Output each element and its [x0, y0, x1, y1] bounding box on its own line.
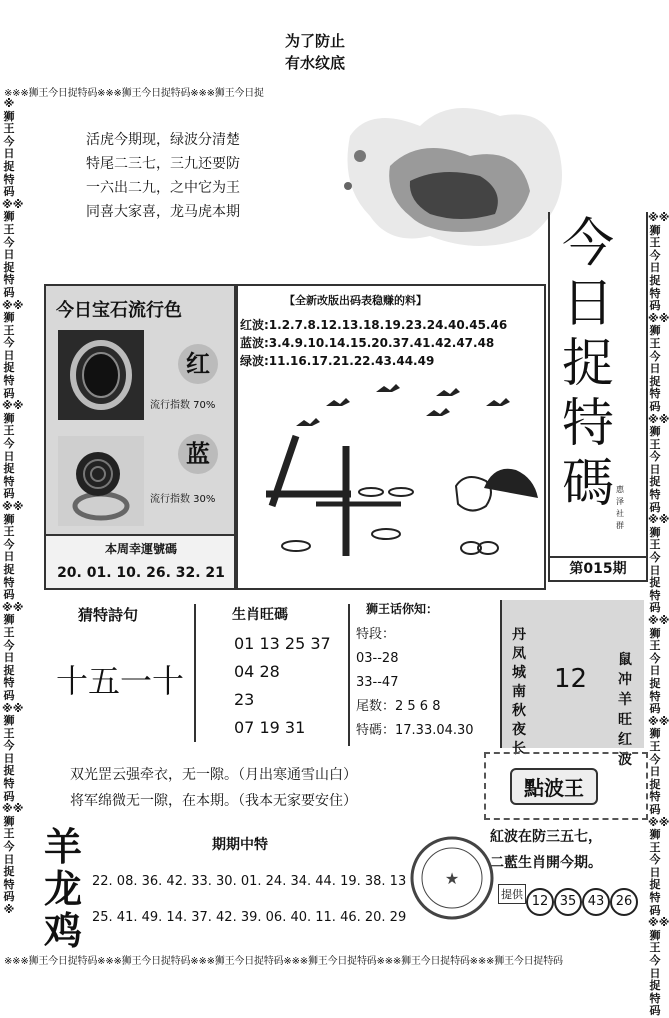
title-char: 日 [562, 274, 615, 334]
wave-king-title: 點波王 [510, 768, 598, 805]
zodiac-row: 07 19 31 [234, 718, 306, 737]
zodiac-row: 01 13 25 37 [234, 634, 331, 653]
zodiac-char: 鸡 [44, 908, 83, 953]
vertical-char: 红 [618, 732, 632, 748]
hat-icon [484, 469, 538, 498]
provider-label: 提供 [498, 884, 526, 904]
green-wave: 绿波:11.16.17.21.22.43.44.49 [240, 354, 435, 368]
title-block [548, 212, 648, 582]
lion-info-line: 33--47 [356, 675, 399, 690]
top-banner: ※※※狮王今日捉特码※※※狮王今日捉特码※※※狮王今日捉 [4, 88, 264, 99]
right-box [500, 600, 644, 768]
subtitle-char: 泽 [616, 497, 624, 506]
vertical-char: 波 [618, 752, 632, 768]
center-number: 12 [554, 664, 588, 694]
top-note [285, 30, 345, 74]
red-badge: 红 [178, 344, 218, 384]
zodiac-char: 羊 [44, 824, 83, 869]
couplet [70, 762, 357, 814]
svg-text:★: ★ [444, 869, 460, 888]
bird-icons [296, 384, 510, 426]
poem [86, 128, 240, 224]
riddle-box [44, 596, 194, 746]
blue-wave: 蓝波:3.4.9.10.14.15.20.37.41.42.47.48 [240, 336, 495, 350]
subtitle-char: 社 [616, 509, 624, 518]
rat-icon [456, 477, 491, 511]
red-index: 流行指数 70% [150, 400, 216, 411]
vertical-char: 凤 [512, 646, 526, 662]
lion-info-line: 特碼：17.33.04.30 [356, 723, 474, 738]
wave-king-box [484, 752, 648, 820]
wave-king-line: 紅波在防三五七， [490, 829, 602, 845]
title-char: 特 [562, 394, 615, 454]
vertical-char: 城 [512, 665, 526, 681]
wave-king-text [490, 824, 602, 876]
gem-title: 今日宝石流行色 [56, 300, 182, 321]
vertical-char: 鼠 [618, 652, 632, 668]
period-line: 22. 08. 36. 42. 33. 30. 01. 24. 34. 44. 19. 38. 13 [92, 874, 407, 889]
lion-info-box [356, 600, 488, 743]
subtitle [616, 484, 628, 532]
vertical-char: 冲 [618, 672, 632, 688]
company-stamp-image [406, 832, 498, 924]
subtitle-char: 惠 [616, 485, 624, 494]
lion-info-title: 狮王话你知： [366, 602, 439, 616]
number-ball: 12 [526, 888, 554, 916]
zodiac-row: 23 [234, 690, 255, 709]
lion-info-line: 尾数：2 5 6 8 [356, 699, 441, 714]
top-note-line1: 为了防止 [285, 32, 346, 50]
poem-line: 特尾二三七，三九还要防 [86, 156, 240, 172]
number-ball: 35 [554, 888, 582, 916]
zodiac-box [220, 604, 350, 742]
blue-index: 流行指数 30% [150, 494, 216, 505]
subtitle-char: 群 [616, 521, 624, 530]
vertical-char: 南 [512, 684, 526, 700]
couplet-line: 将军绵微无一隙，在本期。（我本无家要安住） [70, 793, 357, 809]
period-line: 25. 41. 49. 14. 37. 42. 39. 06. 40. 11. 46. 20. 29 [92, 910, 407, 925]
blue-badge: 蓝 [178, 434, 218, 474]
number-ball: 26 [610, 888, 638, 916]
zodiac-row: 04 28 [234, 662, 280, 681]
vertical-char: 夜 [512, 722, 526, 738]
divider [194, 604, 196, 742]
zodiac-title: 生肖旺碼 [232, 607, 288, 623]
red-wave: 红波:1.2.7.8.12.13.18.19.23.24.40.45.46 [240, 318, 508, 332]
title-char: 碼 [562, 454, 615, 514]
couplet-line: 双光罡云强牵衣，无一隙。（月出寒通雪山白） [70, 767, 357, 783]
vertical-char: 羊 [618, 692, 632, 708]
poem-line: 一六出二九，之中它为王 [86, 180, 240, 196]
title-char: 今 [562, 214, 615, 274]
lion-info-line: 特段： [356, 627, 396, 642]
wave-header: 【全新改版出码表稳赚的料】 [284, 294, 427, 307]
riddle-title: 猜特詩句 [78, 606, 139, 624]
gem-panel [44, 284, 238, 590]
lucky-numbers: 20. 01. 10. 26. 32. 21 [57, 565, 225, 581]
right-vertical-banner: ※※狮王今日捉特码※※狮王今日捉特码※※狮王今日捉特码※※狮王今日捉特码※※狮王今日捉特码※※狮王今日捉特码※※狮王今日捉特码※※狮王今日捉特码 [648, 211, 669, 1018]
gem-ring-image-1 [58, 330, 144, 420]
number-ball: 43 [582, 888, 610, 916]
poem-line: 同喜大家喜，龙马虎本期 [86, 204, 240, 220]
riddle-text: 十五一十 [56, 662, 185, 700]
lion-artwork-image [330, 96, 570, 256]
period-title: 期期中特 [212, 837, 268, 853]
lion-info-line: 03--28 [356, 651, 399, 666]
period-zodiac [44, 826, 82, 952]
left-vertical-banner: ※狮王今日捉特码※※狮王今日捉特码※※狮王今日捉特码※※狮王今日捉特码※※狮王今日捉特码※※狮王今日捉特码※※狮王今日捉特码※※狮王今日捉特码※ [2, 97, 24, 916]
lucky-box [46, 534, 236, 588]
divider [348, 604, 350, 746]
poem-line: 活虎今期现，绿波分清楚 [86, 132, 240, 148]
zodiac-char: 龙 [44, 866, 83, 911]
main-title [562, 214, 614, 514]
vertical-char: 秋 [512, 703, 526, 719]
top-note-line2: 有水纹底 [285, 54, 346, 72]
wave-panel [234, 284, 546, 590]
bottom-banner: ※※※狮王今日捉特码※※※狮王今日捉特码※※※狮王今日捉特码※※※狮王今日捉特码※※※狮王今日捉特码※※※狮王今日捉特码 [4, 956, 563, 967]
vertical-char: 旺 [618, 712, 632, 728]
wave-king-line: 二藍生肖開今期。 [490, 855, 602, 871]
lucky-title: 本周幸運號碼 [104, 542, 177, 556]
wave-list [240, 316, 507, 370]
riddle-illustration [256, 376, 536, 576]
vertical-char: 长 [512, 741, 526, 757]
vertical-char: 丹 [512, 627, 526, 643]
issue-number: 第015期 [550, 556, 646, 582]
title-char: 捉 [562, 334, 615, 394]
gem-ring-image-2 [58, 436, 144, 526]
